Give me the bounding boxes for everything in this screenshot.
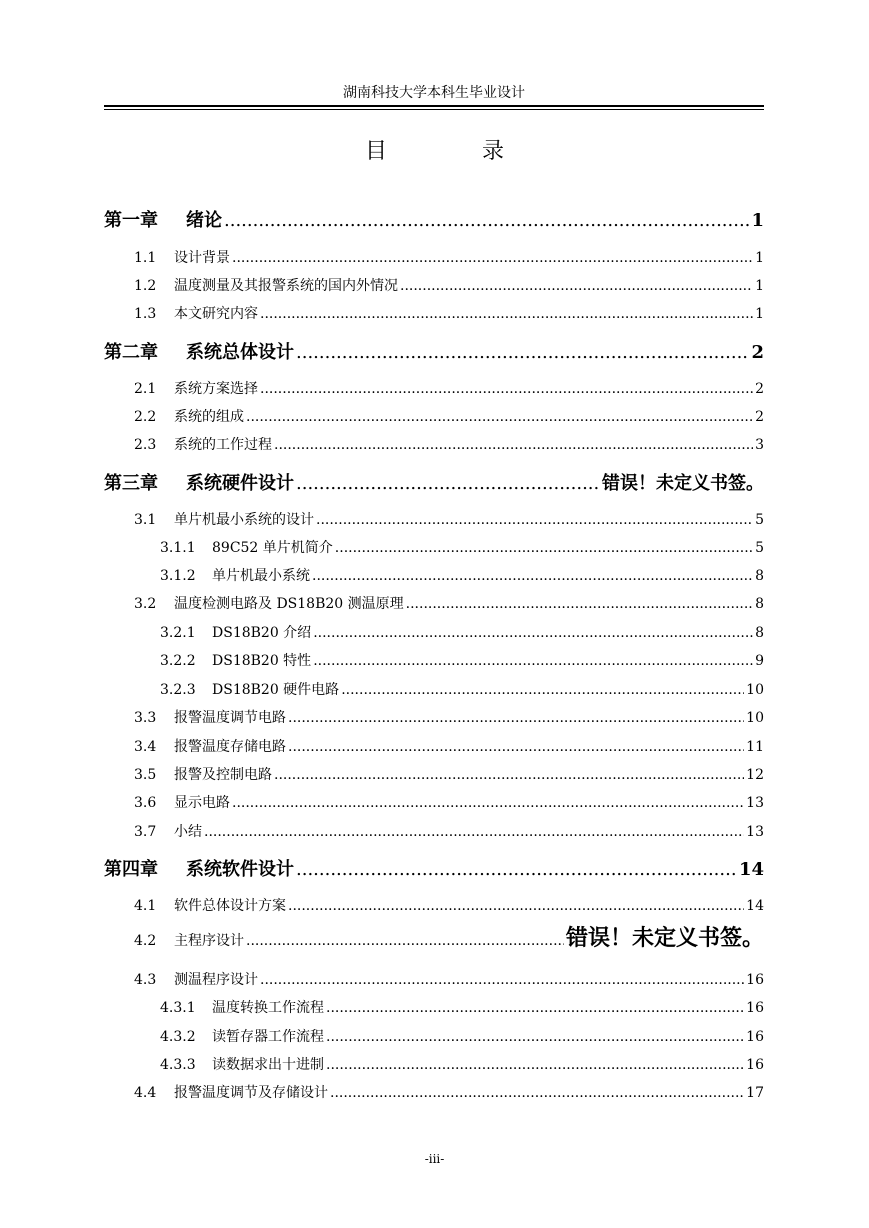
toc-page: 13 <box>746 795 764 811</box>
toc-text: 测温程序设计 <box>174 972 258 988</box>
toc-entry-section[interactable] <box>134 248 764 268</box>
dot-leader <box>246 931 564 951</box>
toc-page: 13 <box>746 824 764 840</box>
toc-page: 16 <box>746 1000 764 1016</box>
toc-entry-chapter-3[interactable] <box>104 472 764 496</box>
dot-leader <box>288 708 744 728</box>
toc-text: 系统硬件设计 <box>186 473 294 494</box>
dot-leader <box>326 1055 744 1075</box>
header-rule-thin <box>104 109 764 110</box>
toc-page: 16 <box>746 1057 764 1073</box>
toc-number: 4.3 <box>134 972 157 988</box>
toc-entry-chapter-1[interactable] <box>104 209 764 233</box>
toc-entry-section[interactable] <box>134 708 764 728</box>
toc-entry-section[interactable] <box>134 970 764 990</box>
toc-text: 读暂存器工作流程 <box>212 1029 324 1045</box>
toc-number: 3.4 <box>134 739 157 755</box>
toc-text: 报警温度调节及存储设计 <box>174 1085 328 1101</box>
toc-entry-subsection[interactable] <box>160 623 764 643</box>
toc-entry-chapter-2[interactable] <box>104 341 764 365</box>
toc-number: 4.4 <box>134 1085 157 1101</box>
toc-page: 1 <box>755 250 764 266</box>
toc-entry-section[interactable] <box>134 407 764 427</box>
dot-leader <box>330 1083 744 1103</box>
toc-number: 3.2.1 <box>160 625 196 641</box>
toc-number: 3.2.3 <box>160 682 196 698</box>
toc-title: 目 录 <box>365 139 548 164</box>
toc-entry-subsection[interactable] <box>160 1055 764 1075</box>
toc-entry-section[interactable] <box>134 304 764 324</box>
dot-leader <box>246 407 753 427</box>
toc-number: 3.3 <box>134 710 157 726</box>
dot-leader <box>326 1027 744 1047</box>
toc-text: 温度测量及其报警系统的国内外情况 <box>174 278 398 294</box>
toc-page: 12 <box>746 767 764 783</box>
dot-leader <box>224 209 749 233</box>
toc-page: 3 <box>755 437 764 453</box>
toc-page: 17 <box>746 1085 764 1101</box>
toc-text: 温度转换工作流程 <box>212 1000 324 1016</box>
toc-text: 系统总体设计 <box>186 342 294 363</box>
toc-entry-section[interactable] <box>134 379 764 399</box>
dot-leader <box>296 472 600 496</box>
dot-leader <box>288 896 744 916</box>
toc-entry-subsection[interactable] <box>160 998 764 1018</box>
toc-number: 第四章 <box>104 859 158 880</box>
toc-page: 2 <box>755 381 764 397</box>
toc-page: 1 <box>755 278 764 294</box>
toc-page: 2 <box>751 342 764 363</box>
dot-leader <box>274 435 753 455</box>
toc-number: 1.1 <box>134 250 157 266</box>
toc-number: 2.3 <box>134 437 157 453</box>
toc-number: 1.2 <box>134 278 157 294</box>
toc-page-error: 错误！未定义书签。 <box>565 925 764 951</box>
toc-page: 14 <box>746 898 764 914</box>
toc-entry-section[interactable] <box>134 896 764 916</box>
toc-number: 3.2.2 <box>160 653 196 669</box>
toc-number: 第二章 <box>104 342 158 363</box>
toc-text: 设计背景 <box>174 250 230 266</box>
toc-page: 8 <box>755 568 764 584</box>
toc-page: 16 <box>746 1029 764 1045</box>
toc-entry-subsection[interactable] <box>160 538 764 558</box>
toc-entry-section[interactable] <box>134 793 764 813</box>
dot-leader <box>313 651 753 671</box>
toc-page: 1 <box>751 210 764 231</box>
toc-page: 10 <box>746 682 764 698</box>
toc-number: 3.6 <box>134 795 157 811</box>
toc-page: 5 <box>755 540 764 556</box>
dot-leader <box>232 793 744 813</box>
dot-leader <box>326 998 744 1018</box>
dot-leader <box>296 341 749 365</box>
toc-entry-section[interactable] <box>134 510 764 530</box>
toc-page: 10 <box>746 710 764 726</box>
dot-leader <box>260 379 753 399</box>
toc-entry-chapter-4[interactable] <box>104 858 764 882</box>
toc-page: 14 <box>738 859 764 880</box>
dot-leader <box>335 538 753 558</box>
toc-text: 软件总体设计方案 <box>174 898 286 914</box>
toc-number: 4.3.3 <box>160 1057 196 1073</box>
toc-number: 第三章 <box>104 473 158 494</box>
toc-entry-section[interactable] <box>134 765 764 785</box>
toc-number: 3.2 <box>134 596 157 612</box>
toc-number: 3.1.2 <box>160 568 196 584</box>
toc-entry-section[interactable] <box>134 925 764 951</box>
toc-entry-subsection[interactable] <box>160 1027 764 1047</box>
toc-text: 读数据求出十进制 <box>212 1057 324 1073</box>
toc-text: 89C52 单片机简介 <box>212 540 333 556</box>
toc-text: 单片机最小系统的设计 <box>174 512 314 528</box>
dot-leader <box>260 970 744 990</box>
toc-text: DS18B20 硬件电路 <box>212 682 340 698</box>
toc-text: 本文研究内容 <box>174 306 258 322</box>
toc-page: 8 <box>755 625 764 641</box>
toc-text: 系统软件设计 <box>186 859 294 880</box>
toc-entry-subsection[interactable] <box>160 680 764 700</box>
toc-number: 4.3.2 <box>160 1029 196 1045</box>
toc-number: 第一章 <box>104 210 158 231</box>
toc-text: DS18B20 特性 <box>212 653 312 669</box>
dot-leader <box>341 680 744 700</box>
toc-entry-section[interactable] <box>134 435 764 455</box>
toc-page: 5 <box>755 512 764 528</box>
toc-entry-section[interactable] <box>134 276 764 296</box>
toc-page-error: 错误！未定义书签。 <box>602 473 764 494</box>
dot-leader <box>260 304 753 324</box>
dot-leader <box>406 594 753 614</box>
toc-page: 11 <box>746 739 764 755</box>
toc-number: 4.1 <box>134 898 157 914</box>
toc-text: 报警温度存储电路 <box>174 739 286 755</box>
toc-text: 系统的工作过程 <box>174 437 272 453</box>
toc-number: 2.2 <box>134 409 157 425</box>
dot-leader <box>312 566 753 586</box>
toc-number: 3.5 <box>134 767 157 783</box>
dot-leader <box>400 276 753 296</box>
toc-number: 3.1.1 <box>160 540 196 556</box>
toc-page: 9 <box>755 653 764 669</box>
dot-leader <box>232 248 753 268</box>
toc-number: 4.3.1 <box>160 1000 196 1016</box>
dot-leader <box>316 510 753 530</box>
toc-entry-subsection[interactable] <box>160 651 764 671</box>
dot-leader <box>296 858 737 882</box>
toc-entry-subsection[interactable] <box>160 566 764 586</box>
toc-number: 3.1 <box>134 512 157 528</box>
toc-page: 8 <box>755 596 764 612</box>
page-number: -iii- <box>424 1152 445 1166</box>
toc-text: 系统方案选择 <box>174 381 258 397</box>
header-rule-thick <box>104 105 764 107</box>
toc-number: 4.2 <box>134 933 157 949</box>
dot-leader <box>204 822 744 842</box>
toc-text: DS18B20 介绍 <box>212 625 312 641</box>
toc-page: 16 <box>746 972 764 988</box>
toc-number: 3.7 <box>134 824 157 840</box>
toc-number: 2.1 <box>134 381 157 397</box>
toc-page: 1 <box>755 306 764 322</box>
dot-leader <box>288 737 744 757</box>
toc-entry-section[interactable] <box>134 1083 764 1103</box>
toc-text: 显示电路 <box>174 795 230 811</box>
toc-text: 绪论 <box>186 210 222 231</box>
toc-entry-section[interactable] <box>134 594 764 614</box>
running-header: 湖南科技大学本科生毕业设计 <box>343 85 525 101</box>
toc-page: 2 <box>755 409 764 425</box>
toc-text: 小结 <box>174 824 202 840</box>
toc-text: 系统的组成 <box>174 409 244 425</box>
toc-text: 报警及控制电路 <box>174 767 272 783</box>
toc-text: 单片机最小系统 <box>212 568 310 584</box>
dot-leader <box>313 623 753 643</box>
toc-text: 主程序设计 <box>174 933 244 949</box>
dot-leader <box>274 765 744 785</box>
toc-text: 报警温度调节电路 <box>174 710 286 726</box>
toc-text: 温度检测电路及 DS18B20 测温原理 <box>174 596 404 612</box>
toc-number: 1.3 <box>134 306 157 322</box>
toc-entry-section[interactable] <box>134 737 764 757</box>
toc-entry-section[interactable] <box>134 822 764 842</box>
